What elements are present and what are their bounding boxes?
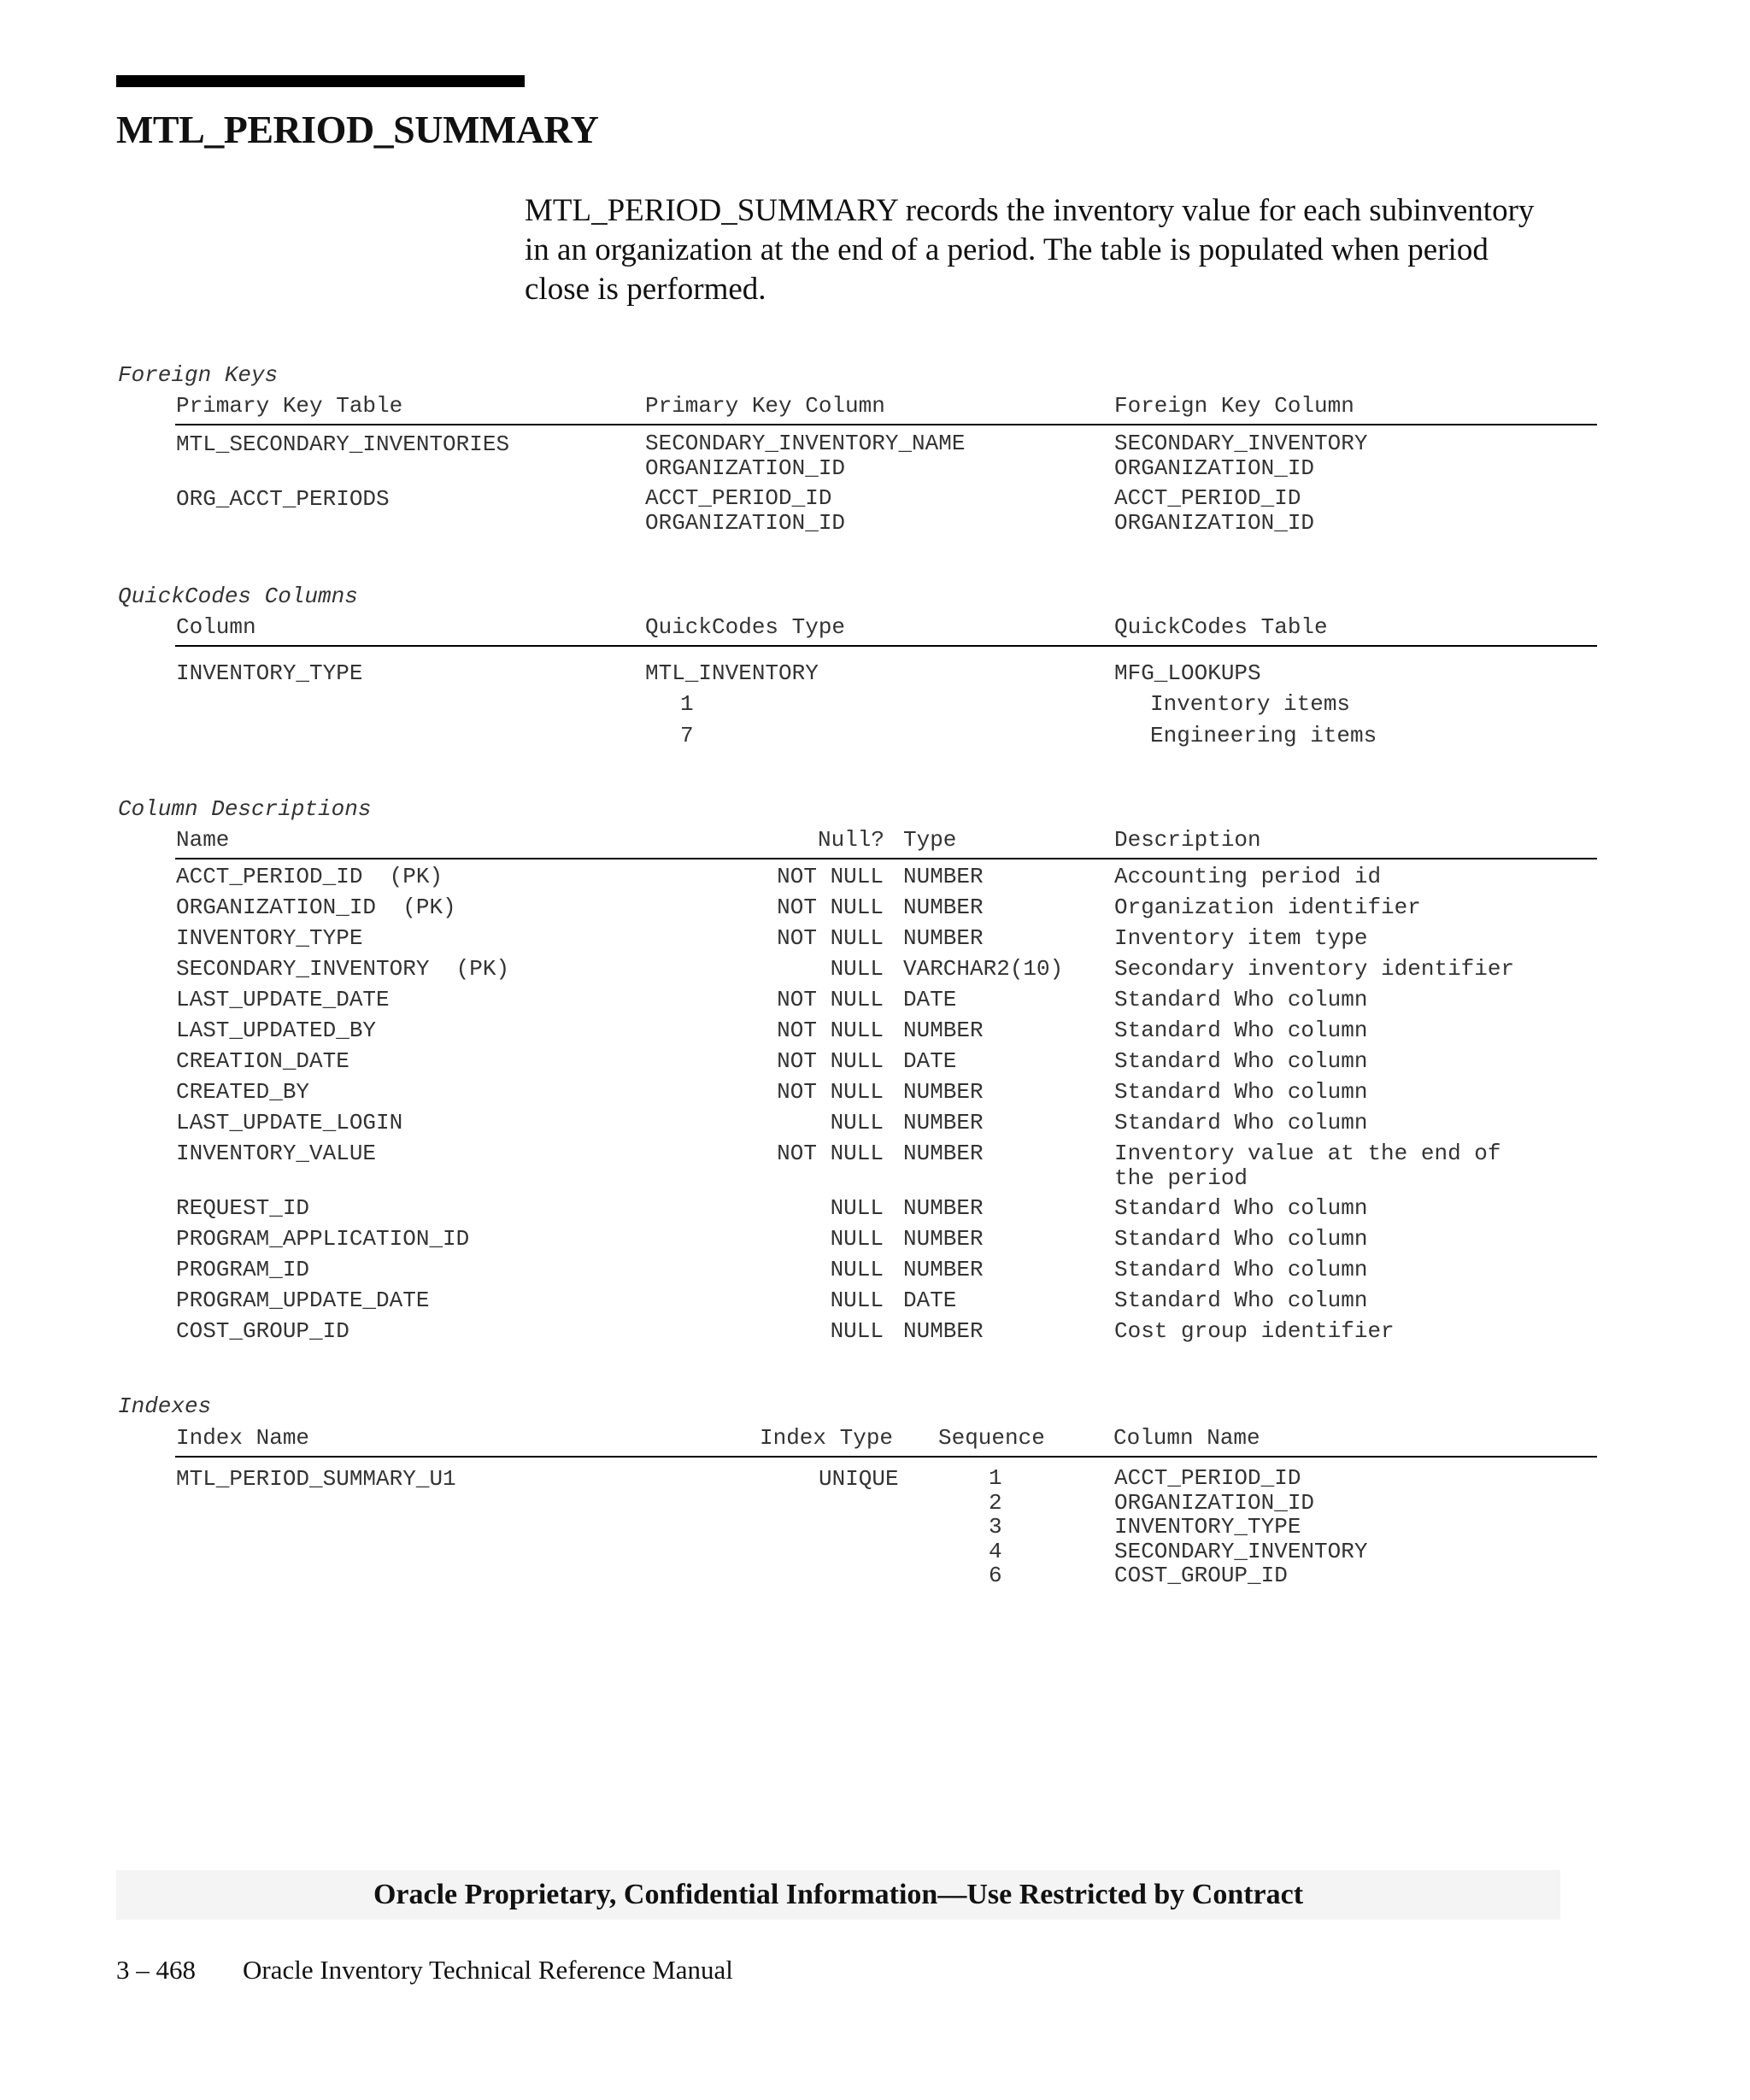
column-type: NUMBER: [903, 925, 984, 951]
fk-fk-column: SECONDARY_INVENTORY ORGANIZATION_ID: [1114, 431, 1368, 481]
header-quickcodes-table: QuickCodes Table: [1114, 614, 1328, 640]
column-name: CREATION_DATE: [176, 1048, 349, 1074]
column-type: NUMBER: [903, 895, 984, 920]
column-type: NUMBER: [903, 1018, 984, 1043]
fk-pk-column: ACCT_PERIOD_ID ORGANIZATION_ID: [645, 485, 846, 536]
index-column-name: ORGANIZATION_ID: [1114, 1489, 1315, 1516]
column-type: NUMBER: [903, 1257, 984, 1282]
column-null: NOT NULL: [777, 987, 884, 1012]
column-name: COST_GROUP_ID: [176, 1318, 349, 1344]
column-name: REQUEST_ID: [176, 1195, 310, 1221]
column-null: NULL: [830, 1110, 884, 1135]
column-name: PROGRAM_APPLICATION_ID: [176, 1226, 470, 1252]
index-sequence: 6: [989, 1563, 1002, 1588]
column-descriptions-title: Column Descriptions: [118, 796, 372, 822]
foreign-keys-title: Foreign Keys: [118, 362, 279, 388]
qc-type: MTL_INVENTORY: [645, 660, 819, 686]
index-sequence: 2: [989, 1489, 1002, 1516]
column-name: PROGRAM_UPDATE_DATE: [176, 1288, 430, 1313]
index-name: MTL_PERIOD_SUMMARY_U1: [176, 1466, 456, 1492]
column-name: ACCT_PERIOD_ID (PK): [176, 864, 443, 889]
index-sequence: 3: [989, 1514, 1002, 1540]
column-description: Standard Who column: [1114, 1257, 1368, 1282]
column-null: NOT NULL: [777, 864, 884, 889]
column-null: NULL: [830, 1257, 884, 1282]
fk-fk-column: ACCT_PERIOD_ID ORGANIZATION_ID: [1114, 485, 1315, 536]
qc-code: 1: [680, 691, 694, 717]
column-type: NUMBER: [903, 1079, 984, 1105]
column-description: Secondary inventory identifier: [1114, 956, 1515, 982]
indexes-header: [175, 1422, 1597, 1458]
column-description: Standard Who column: [1114, 1079, 1368, 1105]
column-description: Cost group identifier: [1114, 1318, 1395, 1344]
header-type: Type: [903, 827, 957, 853]
header-foreign-key-column: Foreign Key Column: [1114, 393, 1354, 419]
column-description: Organization identifier: [1114, 895, 1421, 920]
column-name: LAST_UPDATE_LOGIN: [176, 1110, 403, 1135]
column-description: Standard Who column: [1114, 1226, 1368, 1252]
column-description: Inventory value at the end of the period: [1114, 1141, 1501, 1191]
column-type: DATE: [903, 1288, 957, 1313]
fk-pk-column: SECONDARY_INVENTORY_NAME ORGANIZATION_ID: [645, 431, 966, 481]
quickcodes-header: [175, 611, 1597, 647]
header-quickcodes-type: QuickCodes Type: [645, 614, 846, 640]
header-index-name: Index Name: [176, 1425, 310, 1451]
column-type: VARCHAR2(10): [903, 956, 1064, 982]
header-primary-key-table: Primary Key Table: [176, 393, 403, 419]
header-null: Null?: [817, 827, 884, 853]
manual-title: Oracle Inventory Technical Reference Manual: [243, 1955, 733, 1985]
column-name: LAST_UPDATED_BY: [176, 1018, 377, 1043]
column-type: DATE: [903, 987, 957, 1012]
index-sequence: 4: [989, 1538, 1002, 1564]
column-description: Inventory item type: [1114, 925, 1368, 951]
column-name: INVENTORY_TYPE: [176, 925, 363, 951]
index-type: UNIQUE: [819, 1466, 899, 1492]
page-title: MTL_PERIOD_SUMMARY: [116, 108, 599, 151]
header-index-type: Index Type: [760, 1425, 894, 1451]
column-type: NUMBER: [903, 1141, 984, 1166]
table-description: MTL_PERIOD_SUMMARY records the inventory value for each subinventory in an organization at the end of a period. The table is populated when period close is performed.: [525, 193, 1535, 307]
index-column-name: INVENTORY_TYPE: [1114, 1514, 1301, 1540]
fk-table: ORG_ACCT_PERIODS: [176, 486, 390, 512]
qc-code: 7: [680, 723, 694, 748]
quickcodes-title: QuickCodes Columns: [118, 584, 358, 609]
header-column: Column: [176, 614, 256, 640]
column-description: Standard Who column: [1114, 1195, 1368, 1221]
column-name: CREATED_BY: [176, 1079, 310, 1105]
column-type: NUMBER: [903, 1226, 984, 1252]
index-column-name: COST_GROUP_ID: [1114, 1563, 1288, 1588]
confidential-notice: Oracle Proprietary, Confidential Information––Use Restricted by Contract: [116, 1870, 1560, 1920]
header-sequence: Sequence: [938, 1425, 1045, 1451]
column-null: NOT NULL: [777, 1079, 884, 1105]
column-description: Standard Who column: [1114, 987, 1368, 1012]
index-column-name: SECONDARY_INVENTORY: [1114, 1538, 1368, 1564]
qc-meaning: Inventory items: [1150, 691, 1351, 717]
column-descriptions-header: [175, 824, 1597, 859]
header-name: Name: [176, 827, 230, 853]
column-description: Standard Who column: [1114, 1018, 1368, 1043]
column-type: NUMBER: [903, 1110, 984, 1135]
header-column-name: Column Name: [1113, 1425, 1260, 1451]
column-null: NULL: [830, 1318, 884, 1344]
column-description: Standard Who column: [1114, 1048, 1368, 1074]
column-null: NOT NULL: [777, 1141, 884, 1166]
column-null: NOT NULL: [777, 1048, 884, 1074]
column-name: SECONDARY_INVENTORY (PK): [176, 956, 510, 982]
column-type: DATE: [903, 1048, 957, 1074]
fk-table: MTL_SECONDARY_INVENTORIES: [176, 431, 510, 457]
header-description: Description: [1114, 827, 1261, 853]
index-column-name: ACCT_PERIOD_ID: [1114, 1465, 1301, 1491]
column-null: NULL: [830, 1195, 884, 1221]
column-null: NOT NULL: [777, 1018, 884, 1043]
column-name: PROGRAM_ID: [176, 1257, 310, 1282]
column-null: NULL: [830, 1288, 884, 1313]
foreign-keys-header: [175, 390, 1597, 425]
qc-meaning: Engineering items: [1150, 723, 1377, 748]
column-null: NOT NULL: [777, 895, 884, 920]
qc-column: INVENTORY_TYPE: [176, 660, 363, 686]
column-type: NUMBER: [903, 1195, 984, 1221]
qc-table: MFG_LOOKUPS: [1114, 660, 1261, 686]
column-name: LAST_UPDATE_DATE: [176, 987, 390, 1012]
column-null: NOT NULL: [777, 925, 884, 951]
column-name: INVENTORY_VALUE: [176, 1141, 377, 1166]
column-type: NUMBER: [903, 1318, 984, 1344]
column-description: Accounting period id: [1114, 864, 1382, 889]
title-rule: [116, 75, 525, 87]
indexes-title: Indexes: [118, 1393, 212, 1419]
column-type: NUMBER: [903, 864, 984, 889]
page-number: 3 – 468: [116, 1955, 196, 1985]
column-name: ORGANIZATION_ID (PK): [176, 895, 456, 920]
column-null: NULL: [830, 956, 884, 982]
column-null: NULL: [830, 1226, 884, 1252]
index-sequence: 1: [989, 1465, 1002, 1491]
column-description: Standard Who column: [1114, 1110, 1368, 1135]
column-description: Standard Who column: [1114, 1288, 1368, 1313]
header-primary-key-column: Primary Key Column: [645, 393, 885, 419]
